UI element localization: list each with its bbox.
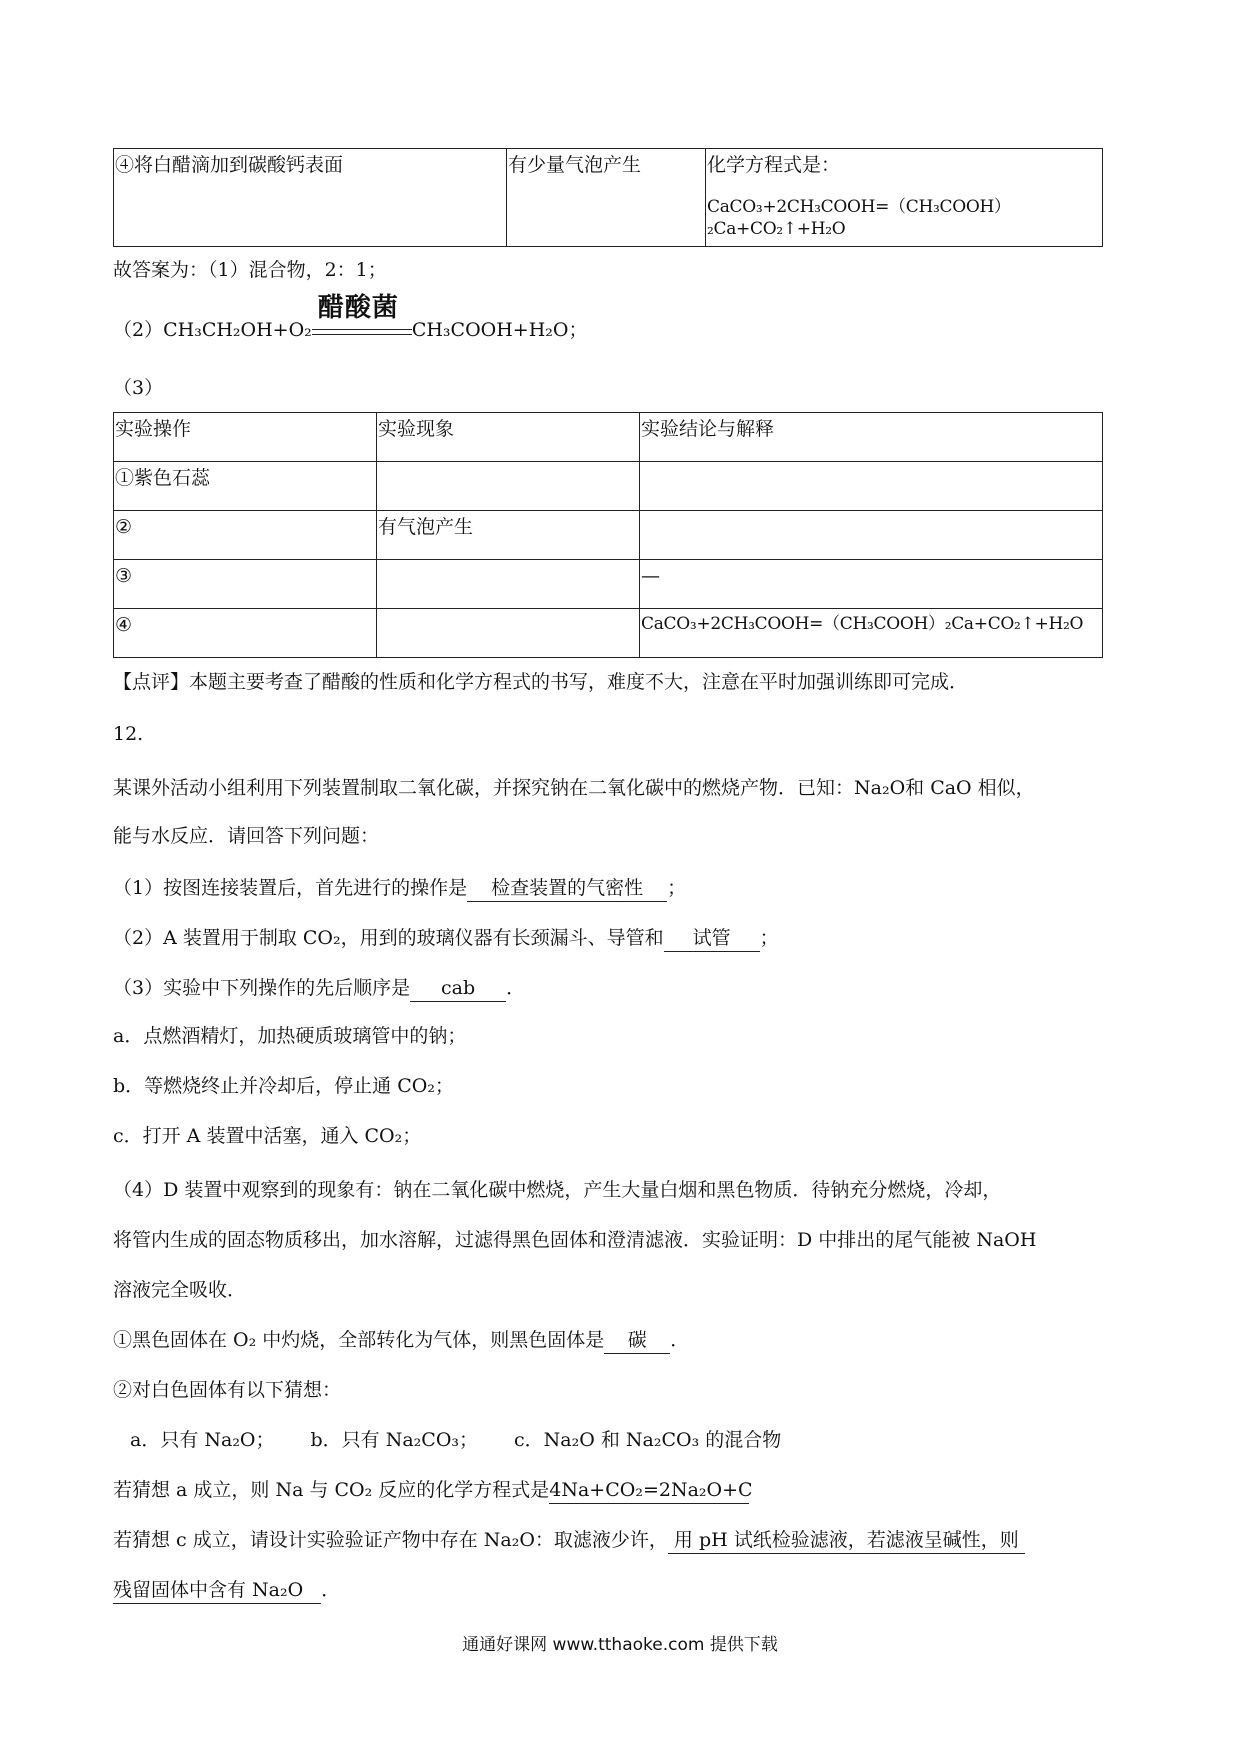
experiment-table <box>113 412 1103 658</box>
guess-c-question <box>113 1528 1025 1554</box>
table-cell: ② <box>114 511 377 560</box>
table-header: 实验操作 <box>114 413 377 462</box>
answer-blank: 4Na+CO₂=2Na₂O+C <box>549 1479 749 1504</box>
guesses <box>130 1428 781 1454</box>
question-intro-line2: 能与水反应．请回答下列问题： <box>113 825 380 847</box>
question-punct: ． <box>321 1579 341 1601</box>
table-cell: ③ <box>114 560 377 609</box>
conclusion-equation: CaCO₃+2CH₃COOH=（CH₃COOH）₂Ca+CO₂↑+H₂O <box>707 196 1011 239</box>
table-cell <box>377 609 640 658</box>
answer-blank: 检查装置的气密性 <box>467 877 667 902</box>
sub-question-4-1 <box>113 1328 689 1354</box>
table-header: 实验结论与解释 <box>640 413 1103 462</box>
table-cell <box>377 462 640 511</box>
guess-b: b．只有 Na₂CO₃； <box>310 1429 479 1451</box>
question-text: （1）按图连接装置后，首先进行的操作是 <box>113 877 468 899</box>
question-punct: ． <box>670 1329 690 1351</box>
comment: 【点评】本题主要考查了醋酸的性质和化学方程式的书写，难度不大，注意在平时加强训练即可完成． <box>113 671 969 693</box>
equation-2 <box>113 293 588 344</box>
table-row <box>114 462 1103 511</box>
table-cell-operation: ④将白醋滴加到碳酸钙表面 <box>114 149 507 247</box>
table-row <box>114 560 1103 609</box>
table-header-row <box>114 413 1103 462</box>
question-punct: ； <box>667 877 687 899</box>
question-text: 若猜想 a 成立，则 Na 与 CO₂ 反应的化学方程式是 <box>113 1479 550 1501</box>
table-cell-conclusion <box>706 149 1103 247</box>
question-text: （2）A 装置用于制取 CO₂，用到的玻璃仪器有长颈漏斗、导管和 <box>113 927 664 949</box>
guess-c: c．Na₂O 和 Na₂CO₃ 的混合物 <box>514 1429 782 1451</box>
table-cell: ①紫色石蕊 <box>114 462 377 511</box>
table-cell-phenomenon: 有少量气泡产生 <box>507 149 706 247</box>
question-punct: ； <box>759 927 779 949</box>
part-3-label: （3） <box>113 377 164 399</box>
question-text: （3）实验中下列操作的先后顺序是 <box>113 977 411 999</box>
guess-c-answer-continued <box>113 1578 340 1604</box>
table-header: 实验现象 <box>377 413 640 462</box>
equation-rhs: CH₃COOH+H₂O； <box>411 319 588 341</box>
equation-prefix: （2） <box>113 319 164 341</box>
question-number: 12. <box>113 723 144 745</box>
reaction-condition-arrow <box>312 293 412 341</box>
answer-blank: cab <box>410 977 506 1002</box>
equation-lhs: CH₃CH₂OH+O₂ <box>163 319 312 341</box>
sub-question-1 <box>113 876 686 902</box>
question-intro-line1: 某课外活动小组利用下列装置制取二氧化碳，并探究钠在二氧化碳中的燃烧产物．已知：Na₂O和 CaO 相似， <box>113 777 1035 799</box>
answer-blank: 碳 <box>604 1329 670 1354</box>
step-b: b．等燃烧终止并冷却后，停止通 CO₂； <box>113 1075 454 1097</box>
table-row <box>114 609 1103 658</box>
step-a: a．点燃酒精灯，加热硬质玻璃管中的钠； <box>113 1025 467 1047</box>
result-table-continued <box>113 148 1103 247</box>
step-c: c．打开 A 装置中活塞，通入 CO₂； <box>113 1125 422 1147</box>
conclusion-label: 化学方程式是： <box>707 154 841 176</box>
answer-blank: 试管 <box>664 927 760 952</box>
table-cell: 有气泡产生 <box>377 511 640 560</box>
sub-question-4-2: ②对白色固体有以下猜想： <box>113 1379 342 1401</box>
guess-a-equation <box>113 1478 753 1504</box>
question-text: ①黑色固体在 O₂ 中灼烧，全部转化为气体，则黑色固体是 <box>113 1329 605 1351</box>
table-cell <box>377 560 640 609</box>
sub-question-4-line1: （4）D 装置中观察到的现象有：钠在二氧化碳中燃烧，产生大量白烟和黑色物质．待钠充分燃烧，冷却， <box>113 1179 1002 1201</box>
answer-intro: 故答案为：（1）混合物，2：1； <box>113 259 387 281</box>
equal-sign-lines <box>312 329 412 335</box>
sub-question-3 <box>113 976 525 1002</box>
sub-question-2 <box>113 926 779 952</box>
answer-blank: 残留固体中含有 Na₂O <box>113 1579 321 1604</box>
answer-blank: 用 pH 试纸检验滤液，若滤液呈碱性，则 <box>668 1529 1025 1554</box>
sub-question-4-line3: 溶液完全吸收． <box>113 1279 247 1301</box>
reaction-condition: 醋酸菌 <box>317 293 399 323</box>
question-text: 若猜想 c 成立，请设计实验验证产物中存在 Na₂O：取滤液少许， <box>113 1529 668 1551</box>
table-row <box>114 149 1103 247</box>
table-cell: ④ <box>114 609 377 658</box>
sub-question-4-line2: 将管内生成的固态物质移出，加水溶解，过滤得黑色固体和澄清滤液．实验证明：D 中排出的尾气能被 NaOH <box>113 1229 1037 1251</box>
question-punct: ． <box>506 977 526 999</box>
table-cell <box>640 462 1103 511</box>
table-row <box>114 511 1103 560</box>
table-cell <box>640 511 1103 560</box>
footer-watermark: 通通好课网 www.tthaoke.com 提供下载 <box>462 1635 778 1655</box>
guess-a: a．只有 Na₂O； <box>130 1429 275 1451</box>
table-cell: CaCO₃+2CH₃COOH=（CH₃COOH）₂Ca+CO₂↑+H₂O <box>640 609 1103 658</box>
table-cell: — <box>640 560 1103 609</box>
